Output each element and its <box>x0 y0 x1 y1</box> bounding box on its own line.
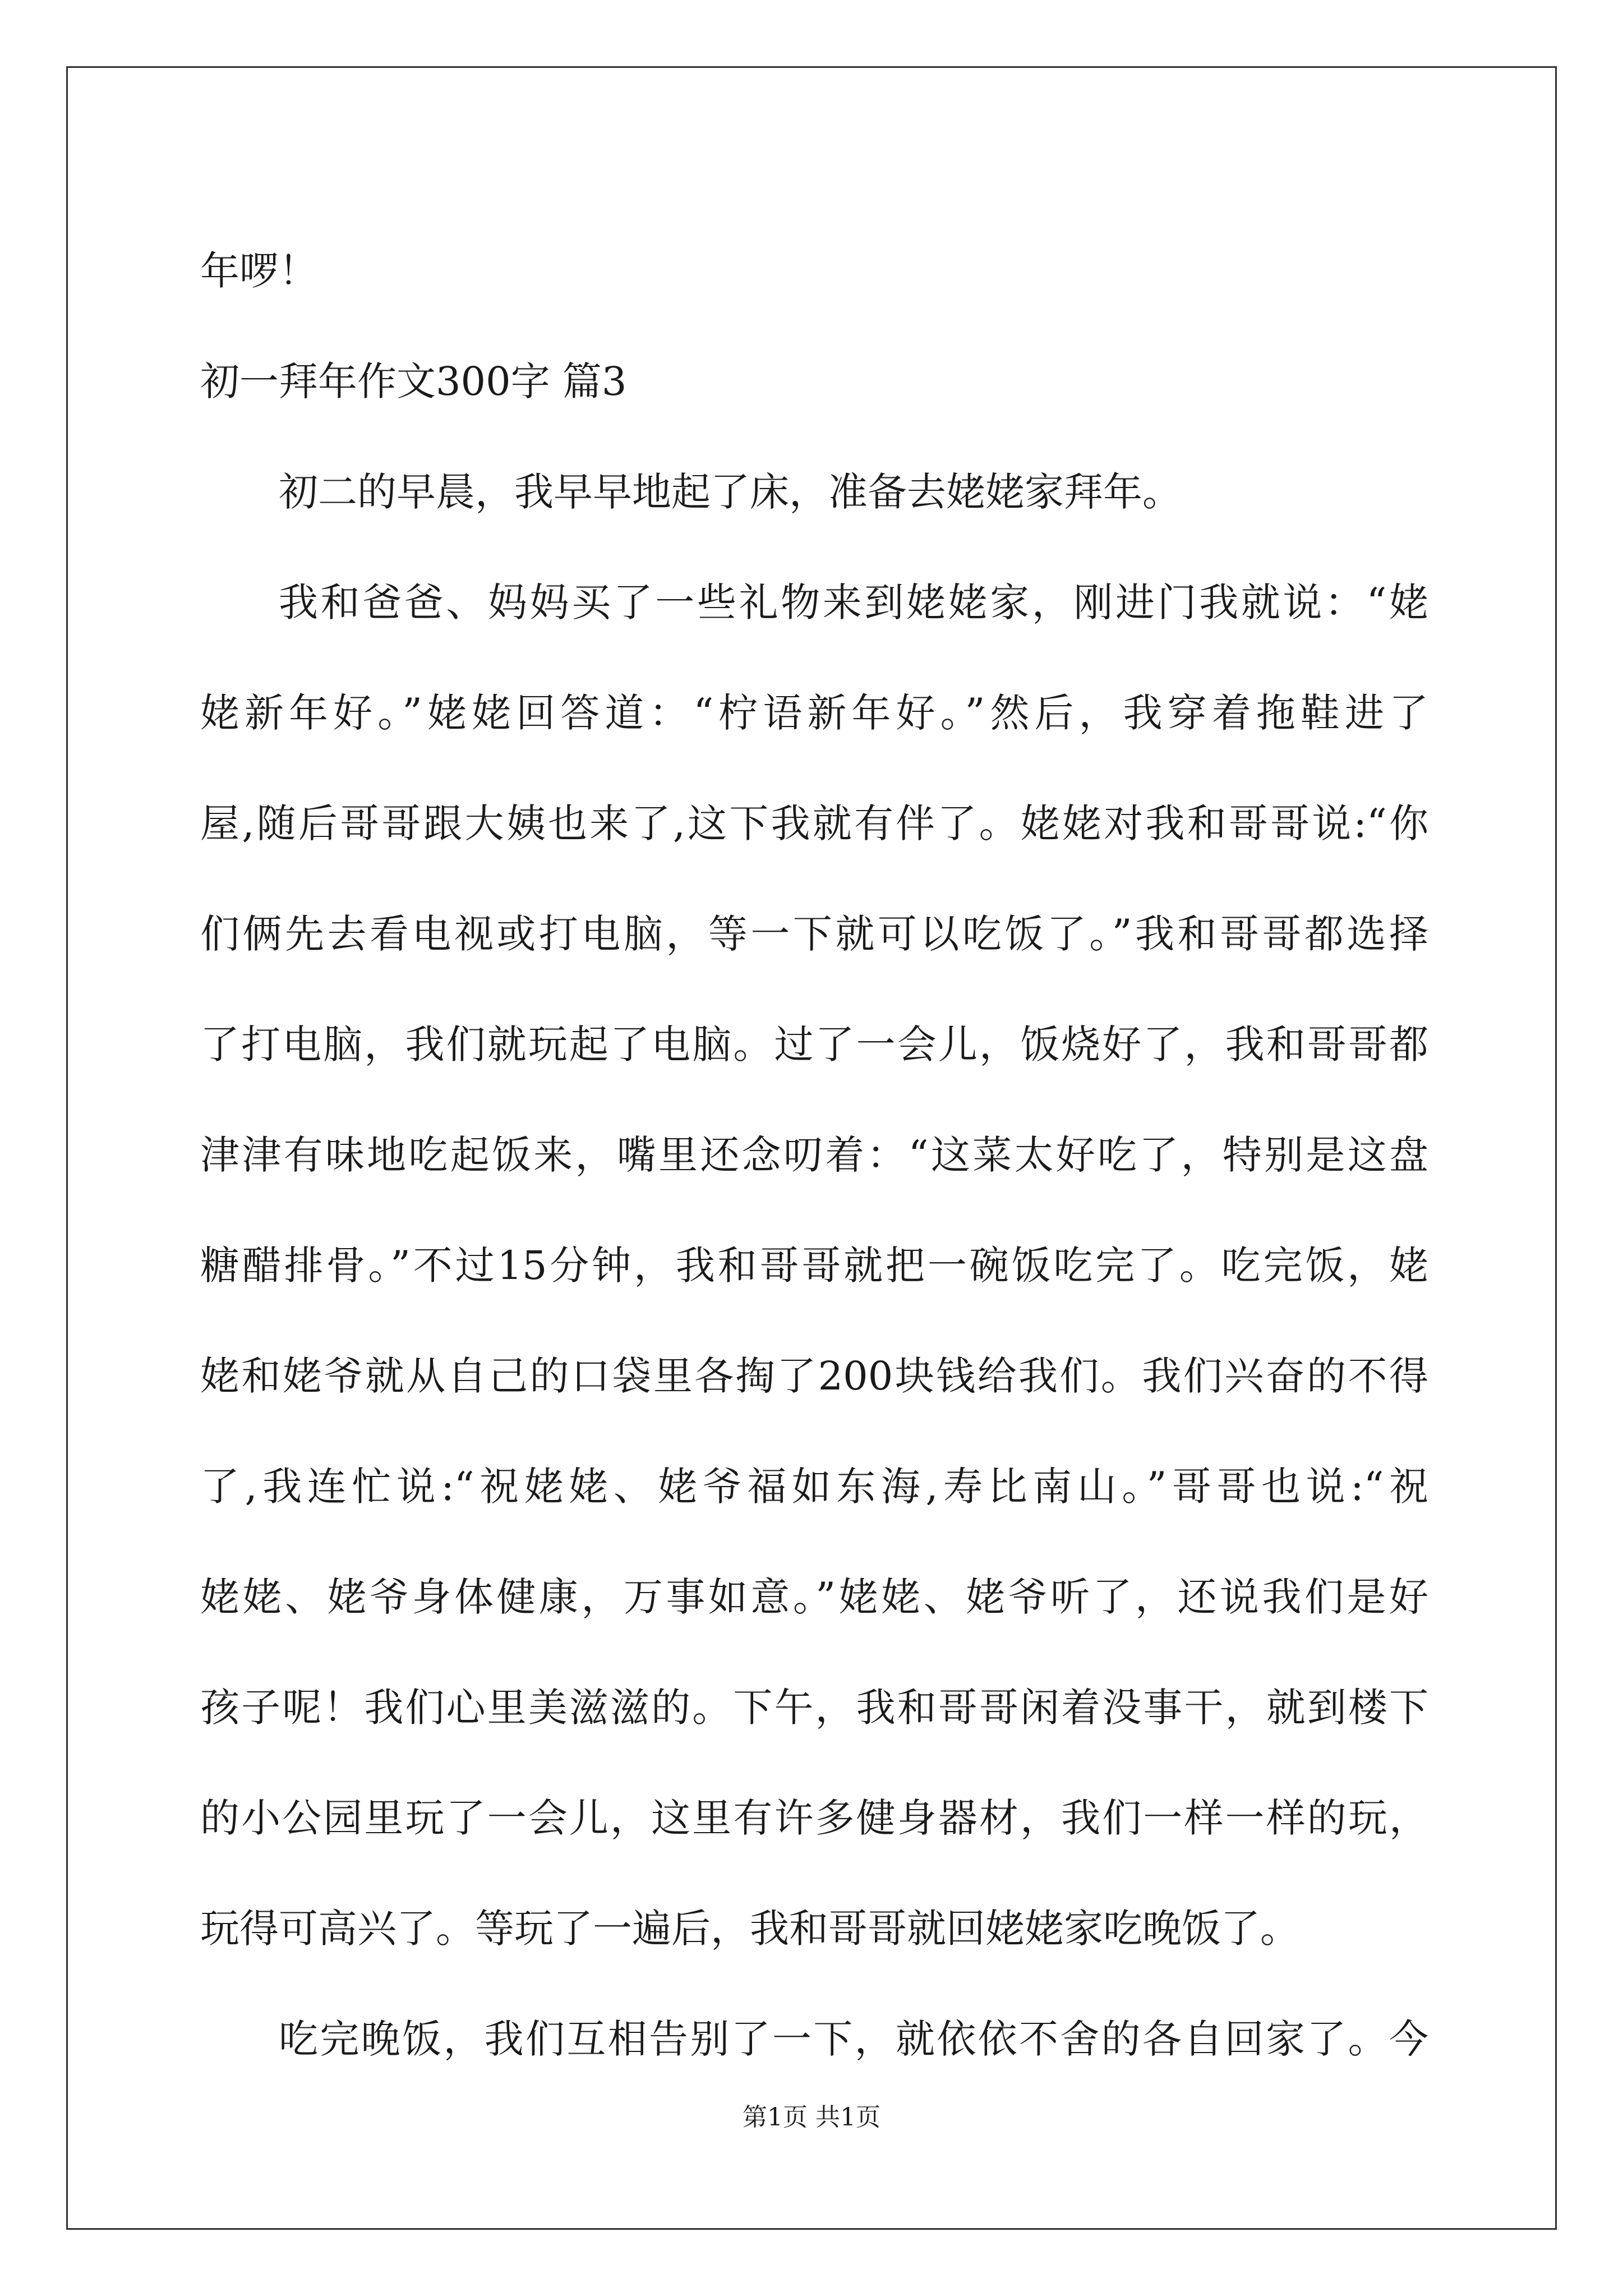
page-footer: 第1页 共1页 <box>743 2103 880 2132</box>
text-line: 姥姥、姥爷身体健康，万事如意。”姥姥、姥爷听了，还说我们是好 <box>200 1574 1428 1620</box>
text-line: 的小公园里玩了一会儿，这里有许多健身器材，我们一样一样的玩， <box>200 1795 1428 1841</box>
text-line: 津津有味地吃起饭来，嘴里还念叨着：“这菜太好吃了，特别是这盘 <box>200 1132 1428 1178</box>
text-line: 初一拜年作文300字 篇3 <box>200 358 627 404</box>
text-line: 屋,随后哥哥跟大姨也来了,这下我就有伴了。姥姥对我和哥哥说:“你 <box>200 800 1428 846</box>
text-line: 孩子呢！我们心里美滋滋的。下午，我和哥哥闲着没事干，就到楼下 <box>200 1685 1428 1731</box>
document-body <box>200 216 1428 2095</box>
text-line: 了打电脑，我们就玩起了电脑。过了一会儿，饭烧好了，我和哥哥都 <box>200 1022 1428 1068</box>
text-line: 初二的早晨，我早早地起了床，准备去姥姥家拜年。 <box>279 469 1182 515</box>
text-line: 糖醋排骨。”不过15分钟，我和哥哥就把一碗饭吃完了。吃完饭，姥 <box>200 1243 1428 1289</box>
text-line: 我和爸爸、妈妈买了一些礼物来到姥姥家，刚进门我就说：“姥 <box>279 579 1428 625</box>
text-line: 吃完晚饭，我们互相告别了一下，就依依不舍的各自回家了。今 <box>279 2016 1428 2062</box>
text-line: 了,我连忙说:“祝姥姥、姥爷福如东海,寿比南山。”哥哥也说:“祝 <box>200 1464 1428 1510</box>
text-line: 姥新年好。”姥姥回答道：“柠语新年好。”然后，我穿着拖鞋进了 <box>200 690 1428 736</box>
text-line: 姥和姥爷就从自己的口袋里各掏了200块钱给我们。我们兴奋的不得 <box>200 1353 1428 1399</box>
text-line: 玩得可高兴了。等玩了一遍后，我和哥哥就回姥姥家吃晚饭了。 <box>200 1906 1299 1952</box>
text-line: 年啰！ <box>200 248 318 294</box>
text-line: 们俩先去看电视或打电脑，等一下就可以吃饭了。”我和哥哥都选择 <box>200 911 1428 957</box>
